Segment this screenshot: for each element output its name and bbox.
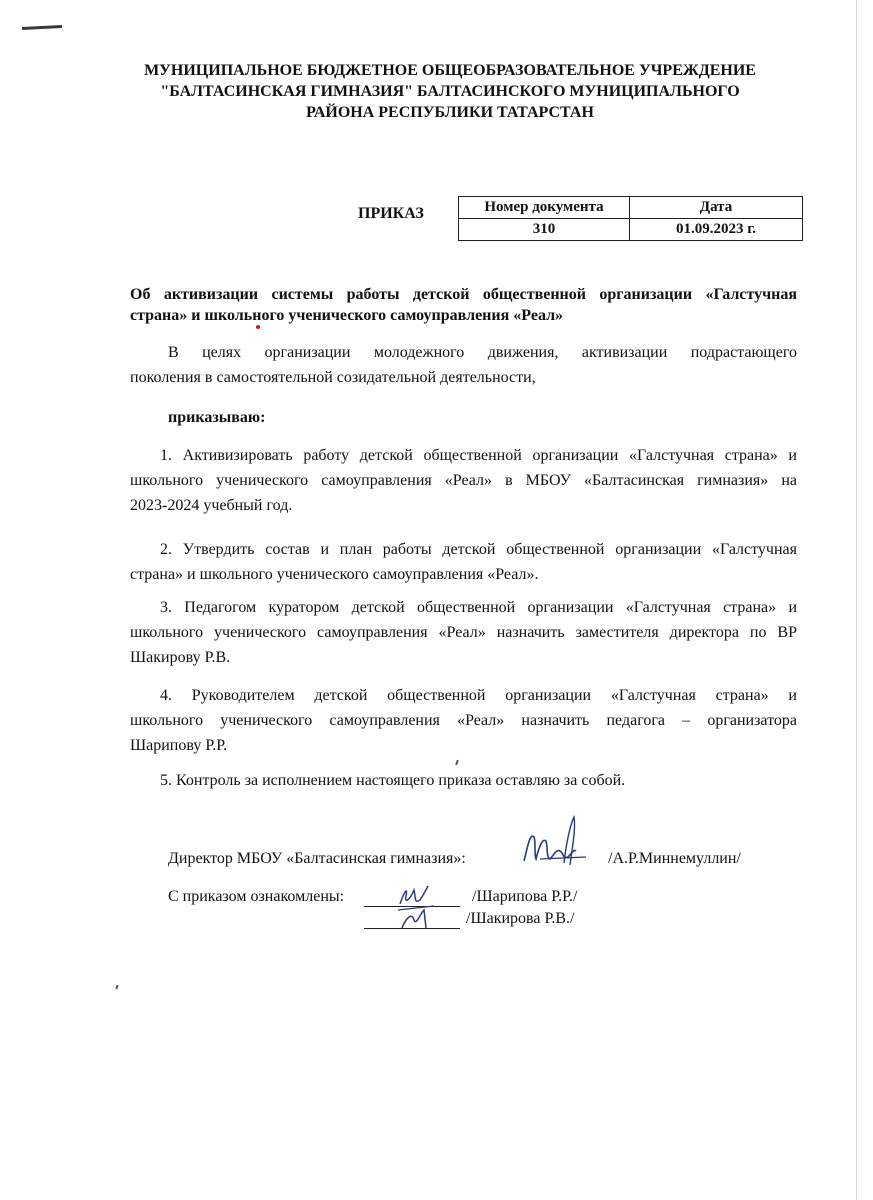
scan-artifact (22, 25, 62, 30)
item-4-line-2: школьного ученического самоуправления «Реал» назначить педагога – организатора (130, 712, 797, 729)
scan-speck (455, 760, 459, 765)
item-5-line-1: 5. Контроль за исполнением настоящего приказа оставляю за собой. (160, 772, 626, 789)
employee-name-1: /Шарипова Р.Р./ (472, 888, 578, 905)
item-1-line-2: школьного ученического самоуправления «Реал» в МБОУ «Балтасинская гимназия» на (130, 472, 797, 489)
organization-header (110, 60, 790, 123)
item-2-line-2: страна» и школьного ученического самоуправления «Реал». (130, 566, 539, 583)
header-line-1: МУНИЦИПАЛЬНОЕ БЮДЖЕТНОЕ ОБЩЕОБРАЗОВАТЕЛЬНОЕ УЧРЕЖДЕНИЕ (144, 62, 756, 79)
director-name: /А.Р.Миннемуллин/ (608, 850, 741, 867)
item-3-line-2: школьного ученического самоуправления «Реал» назначить заместителя директора по ВР (130, 624, 797, 641)
scan-speck (115, 985, 118, 989)
item-3-line-1: 3. Педагогом куратором детской общественной организации «Галстучная страна» и (160, 599, 797, 616)
item-4-line-3: Шарипову Р.Р. (130, 737, 228, 754)
order-details-table (458, 196, 803, 241)
header-line-3: РАЙОНА РЕСПУБЛИКИ ТАТАРСТАН (306, 104, 594, 121)
director-label: Директор МБОУ «Балтасинская гимназия»: (168, 850, 466, 867)
order-item-2 (130, 537, 797, 587)
preamble (130, 340, 797, 390)
order-date: 01.09.2023 г. (630, 219, 803, 241)
number-header: Номер документа (459, 197, 630, 219)
preamble-line-2: поколения в самостоятельной созидательной деятельности, (130, 369, 536, 386)
order-label: ПРИКАЗ (358, 205, 424, 222)
red-mark (256, 325, 260, 329)
preamble-line-1: В целях организации молодежного движения, активизации подрастающего (168, 344, 797, 361)
header-line-2: "БАЛТАСИНСКАЯ ГИМНАЗИЯ" БАЛТАСИНСКОГО МУНИЦИПАЛЬНОГО (160, 83, 740, 100)
order-item-1 (130, 443, 797, 518)
title-line-2: страна» и школьного ученического самоуправления «Реал» (130, 307, 564, 324)
title-line-1: Об активизации системы работы детской общественной организации «Галстучная (130, 286, 797, 303)
employee-signatures (392, 880, 452, 937)
date-header: Дата (630, 197, 803, 219)
item-1-line-1: 1. Активизировать работу детской общественной организации «Галстучная страна» и (160, 447, 797, 464)
item-4-line-1: 4. Руководителем детской общественной организации «Галстучная страна» и (160, 687, 797, 704)
director-signature (520, 815, 590, 880)
acquainted-label: С приказом ознакомлены: (168, 888, 345, 905)
item-3-line-3: Шакирову Р.В. (130, 649, 231, 666)
page-edge (856, 0, 857, 1200)
employee-name-2: /Шакирова Р.В./ (466, 910, 575, 927)
order-number: 310 (459, 219, 630, 241)
order-item-4 (130, 683, 797, 758)
order-item-5 (130, 768, 797, 793)
item-2-line-1: 2. Утвердить состав и план работы детской общественной организации «Галстучная (160, 541, 797, 558)
command-word: приказываю: (168, 409, 266, 426)
item-1-line-3: 2023-2024 учебный год. (130, 497, 293, 514)
order-title (130, 284, 797, 326)
order-item-3 (130, 595, 797, 670)
